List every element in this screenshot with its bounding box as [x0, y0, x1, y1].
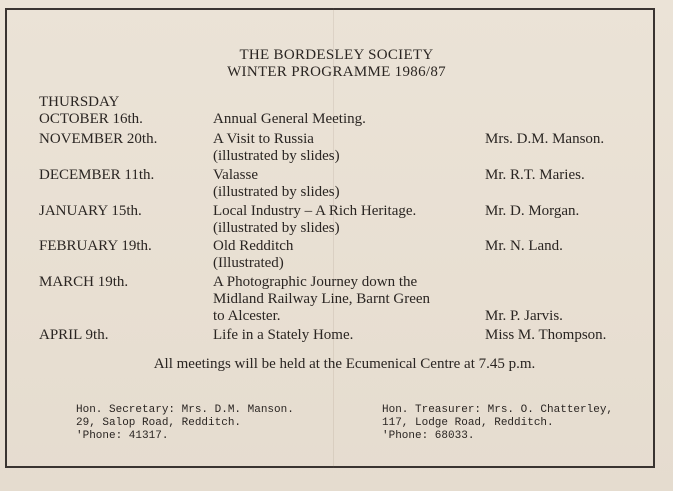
- event-desc-line: (illustrated by slides): [213, 148, 340, 164]
- event-speaker-april: Miss M. Thompson.: [485, 327, 607, 343]
- event-desc-march: [213, 274, 430, 325]
- event-date-line: FEBRUARY 19th.: [39, 238, 152, 254]
- society-title: THE BORDESLEY SOCIETY: [239, 47, 434, 63]
- treasurer-contact: [382, 404, 613, 443]
- event-date-november: [39, 131, 157, 148]
- event-desc-line: Life in a Stately Home.: [213, 327, 354, 343]
- event-speaker-february: Mr. N. Land.: [485, 238, 563, 254]
- event-date-line: APRIL 9th.: [39, 327, 109, 343]
- event-desc-line: A Visit to Russia: [213, 131, 314, 147]
- event-date-line: MARCH 19th.: [39, 274, 129, 290]
- event-date-line: NOVEMBER 20th.: [39, 131, 158, 147]
- event-desc-april: [213, 327, 353, 344]
- event-desc-line: Annual General Meeting.: [213, 111, 366, 127]
- treasurer-name: Hon. Treasurer: Mrs. O. Chatterley,: [382, 404, 614, 416]
- event-desc-line: Midland Railway Line, Barnt Green: [213, 291, 431, 307]
- event-desc-december: [213, 167, 340, 201]
- event-desc-january: [213, 203, 416, 237]
- event-desc-line: (illustrated by slides): [213, 220, 340, 236]
- event-date-february: [39, 238, 152, 255]
- event-speaker-november: Mrs. D.M. Manson.: [485, 131, 605, 147]
- event-desc-line: to Alcester.: [213, 308, 281, 324]
- secretary-name: Hon. Secretary: Mrs. D.M. Manson.: [76, 404, 294, 416]
- event-desc-line: (illustrated by slides): [213, 184, 340, 200]
- secretary-address: 29, Salop Road, Redditch.: [76, 417, 242, 429]
- programme-title: WINTER PROGRAMME 1986/87: [227, 64, 446, 80]
- secretary-phone: 'Phone: 41317.: [76, 430, 169, 442]
- event-date-october: [39, 94, 143, 128]
- event-desc-february: [213, 238, 293, 272]
- event-desc-november: [213, 131, 340, 165]
- event-desc-line: Old Redditch: [213, 238, 294, 254]
- event-date-march: [39, 274, 128, 291]
- treasurer-address: 117, Lodge Road, Redditch.: [382, 417, 554, 429]
- event-desc-line: A Photographic Journey down the: [213, 274, 418, 290]
- event-date-january: [39, 203, 142, 220]
- event-desc-line: Valasse: [213, 167, 258, 183]
- event-speaker-march: Mr. P. Jarvis.: [485, 308, 563, 324]
- event-date-line: DECEMBER 11th.: [39, 167, 155, 183]
- event-date-april: [39, 327, 108, 344]
- event-desc-line: Local Industry – A Rich Heritage.: [213, 203, 417, 219]
- event-day: THURSDAY: [39, 94, 120, 110]
- event-speaker-january: Mr. D. Morgan.: [485, 203, 580, 219]
- secretary-contact: [76, 404, 294, 443]
- event-date-december: [39, 167, 154, 184]
- event-desc-october: [213, 111, 366, 128]
- meeting-venue-note: All meetings will be held at the Ecumenical Centre at 7.45 p.m.: [153, 356, 536, 372]
- event-date-line: JANUARY 15th.: [39, 203, 142, 219]
- treasurer-phone: 'Phone: 68033.: [382, 430, 475, 442]
- event-desc-line: (Illustrated): [213, 255, 284, 271]
- event-speaker-december: Mr. R.T. Maries.: [485, 167, 585, 183]
- event-date-line: OCTOBER 16th.: [39, 111, 143, 127]
